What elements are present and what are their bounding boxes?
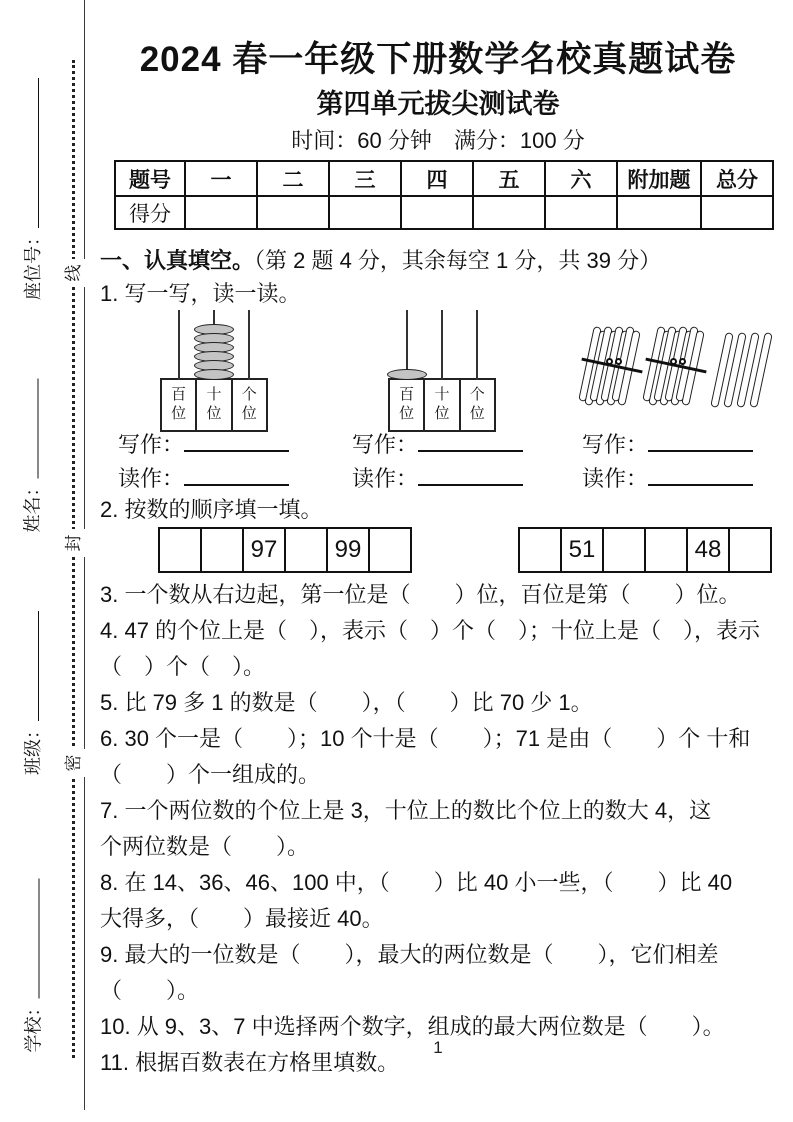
score-cell	[701, 196, 773, 229]
tens-bead-stack	[193, 326, 235, 380]
seat-number-blank	[23, 78, 39, 228]
abacus-bead	[194, 369, 234, 380]
score-header-cell: 四	[401, 161, 473, 196]
sequence-cell	[645, 528, 687, 572]
write-blank	[184, 430, 289, 452]
place-value-label: 百位	[171, 387, 187, 422]
bundle-knot	[670, 358, 677, 365]
sequence-cell	[285, 528, 327, 572]
score-cell	[473, 196, 545, 229]
counting-sticks-figure	[586, 324, 772, 424]
class-label: 班级：	[23, 721, 43, 775]
place-value-label: 个位	[469, 387, 485, 422]
question-11: 11. 根据百数表在方格里填数。	[100, 1050, 400, 1075]
seal-char-feng: 封	[63, 529, 85, 557]
name-field	[21, 368, 45, 533]
write-blank	[648, 430, 753, 452]
question-7-line-2: 个两位数是（ ）。	[100, 834, 310, 859]
sequence-cell	[603, 528, 645, 572]
section-one-heading	[100, 246, 776, 276]
seat-number-field	[21, 60, 45, 300]
write-blank	[418, 430, 523, 452]
question-9-line-1: 9. 最大的一位数是（ ），最大的两位数是（ ），它们相差	[100, 942, 719, 967]
write-read-group-2	[352, 430, 523, 493]
score-header-cell: 总分	[701, 161, 773, 196]
read-blank	[418, 464, 523, 486]
question-6-line-2: （ ）个一组成的。	[100, 762, 321, 787]
abacus-rods	[390, 310, 496, 378]
read-label: 读作：	[118, 466, 185, 491]
write-line	[352, 430, 523, 459]
read-blank	[184, 464, 289, 486]
question-2-tables	[100, 525, 776, 577]
class-blank	[23, 611, 39, 721]
sequence-cell	[159, 528, 201, 572]
sequence-cell: 48	[687, 528, 729, 572]
question-8-line-2: 大得多，（ ）最接近 40。	[100, 906, 384, 931]
place-value-box-ones	[231, 378, 268, 432]
question-4-line-2: （ ）个（ ）。	[100, 654, 266, 679]
abacus-rod	[441, 310, 443, 380]
seal-char-mi: 密	[63, 749, 85, 777]
page-number: 1	[433, 1038, 443, 1057]
write-line	[118, 430, 289, 459]
stick-bundle-of-ten	[650, 324, 706, 416]
place-value-box-hundreds	[160, 378, 197, 432]
question-10: 10. 从 9、3、7 中选择两个数字，组成的最大两位数是（ ）。	[100, 1014, 725, 1039]
exam-meta: 时间：60 分钟 满分：100 分	[291, 128, 585, 153]
school-blank	[24, 879, 40, 999]
exam-subtitle: 第四单元拔尖测试卷	[316, 89, 560, 119]
sequence-cell	[369, 528, 411, 572]
abacus-bead	[387, 369, 427, 380]
write-label: 写作：	[352, 432, 419, 457]
class-field	[21, 595, 45, 775]
write-label: 写作：	[118, 432, 185, 457]
abacus-figure-2	[390, 310, 496, 432]
abacus-figure-1	[162, 310, 268, 432]
write-read-group-1	[118, 430, 289, 493]
sequence-cell	[201, 528, 243, 572]
name-label: 姓名：	[22, 478, 43, 533]
place-value-box-ones	[459, 378, 496, 432]
read-label: 读作：	[582, 466, 649, 491]
question-8-line-1: 8. 在 14、36、46、100 中，（ ）比 40 小一些，（ ）比 40	[100, 870, 733, 895]
read-blank	[648, 464, 753, 486]
bundle-knot	[606, 358, 613, 365]
sequence-cell	[519, 528, 561, 572]
score-header-cell: 一	[185, 161, 257, 196]
score-cell	[257, 196, 329, 229]
place-value-box-tens	[423, 378, 460, 432]
section-one-heading-note: （第 2 题 4 分，其余每空 1 分，共 39 分）	[254, 248, 662, 273]
place-value-label: 百位	[399, 387, 415, 422]
score-header-cell: 题号	[115, 161, 185, 196]
write-read-group-3	[582, 430, 753, 493]
score-table-score-row	[115, 196, 773, 229]
score-header-cell: 五	[473, 161, 545, 196]
abacus-base	[162, 378, 268, 432]
sequence-cell: 97	[243, 528, 285, 572]
read-line	[118, 464, 289, 493]
school-field	[22, 858, 46, 1053]
sequence-cell: 99	[327, 528, 369, 572]
question-1-figures	[100, 310, 776, 495]
abacus-rods	[162, 310, 268, 378]
exam-title: 2024 春一年级下册数学名校真题试卷	[139, 40, 737, 79]
question-3: 3. 一个数从右边起，第一位是（ ）位，百位是第（ ）位。	[100, 582, 741, 607]
score-row-label: 得分	[115, 196, 185, 229]
bundle-knot	[615, 358, 622, 365]
place-value-box-tens	[195, 378, 232, 432]
place-value-box-hundreds	[388, 378, 425, 432]
score-header-cell: 六	[545, 161, 617, 196]
abacus-base	[390, 378, 496, 432]
hundreds-bead-stack	[386, 371, 428, 380]
place-value-label: 十位	[206, 387, 222, 422]
score-cell	[185, 196, 257, 229]
seal-dotted-line	[72, 60, 75, 1058]
read-label: 读作：	[352, 466, 419, 491]
question-9-line-2: （ ）。	[100, 978, 200, 1003]
seat-number-label: 座位号：	[23, 228, 43, 300]
sequence-cell: 51	[561, 528, 603, 572]
question-1-label: 1. 写一写，读一读。	[100, 281, 301, 306]
abacus-rod	[248, 310, 250, 380]
abacus-rod	[178, 310, 180, 380]
school-label: 学校：	[23, 998, 44, 1053]
bundle-knot	[679, 358, 686, 365]
score-cell	[401, 196, 473, 229]
sequence-cell	[729, 528, 771, 572]
question-2-label: 2. 按数的顺序填一填。	[100, 497, 323, 522]
score-cell	[329, 196, 401, 229]
score-cell	[545, 196, 617, 229]
score-header-cell: 二	[257, 161, 329, 196]
read-line	[582, 464, 753, 493]
stick-bundle-of-ten	[586, 324, 642, 416]
score-cell	[617, 196, 701, 229]
write-label: 写作：	[582, 432, 649, 457]
section-one-heading-title: 一、认真填空。	[100, 248, 255, 273]
question-4-line-1: 4. 47 的个位上是（ ），表示（ ）个（ ）；十位上是（ ），表示	[100, 618, 761, 643]
question-7-line-1: 7. 一个两位数的个位上是 3，十位上的数比个位上的数大 4，这	[100, 798, 712, 823]
number-sequence-table-2	[518, 527, 772, 573]
abacus-rod	[476, 310, 478, 380]
place-value-label: 个位	[241, 387, 257, 422]
exam-content	[100, 30, 776, 1081]
name-blank	[23, 379, 39, 479]
score-table	[114, 160, 774, 230]
read-line	[352, 464, 523, 493]
number-sequence-table-1	[158, 527, 412, 573]
question-5: 5. 比 79 多 1 的数是（ ），（ ）比 70 少 1。	[100, 690, 593, 715]
seal-char-line: 线	[63, 259, 85, 287]
place-value-label: 十位	[434, 387, 450, 422]
question-6-line-1: 6. 30 个一是（ ）；10 个十是（ ）；71 是由（ ）个 十和	[100, 726, 751, 751]
score-header-cell: 附加题	[617, 161, 701, 196]
score-header-cell: 三	[329, 161, 401, 196]
score-table-header-row	[115, 161, 773, 196]
write-line	[582, 430, 753, 459]
